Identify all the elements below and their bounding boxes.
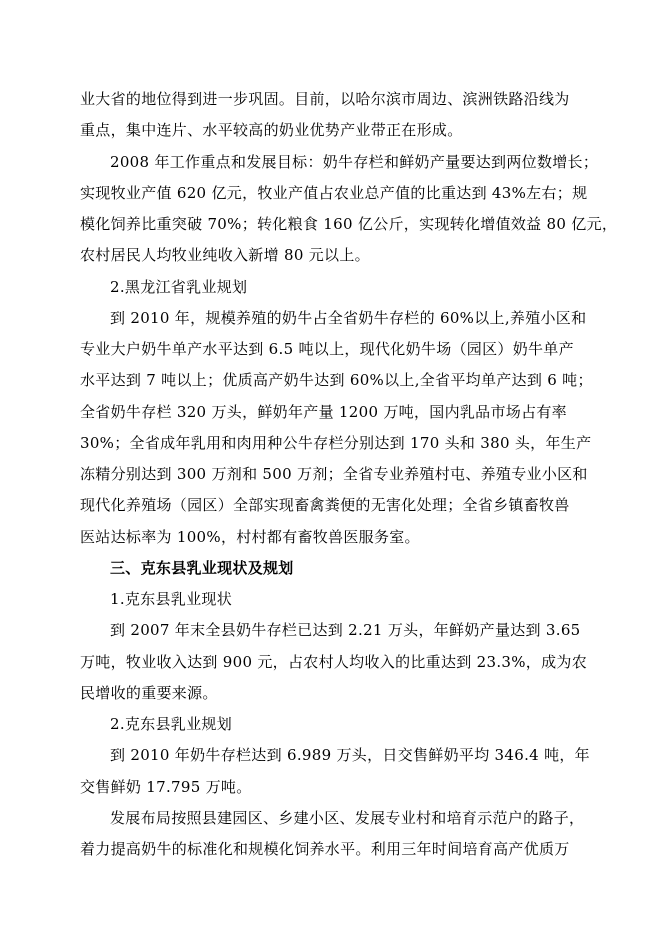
text-line: 交售鲜奶 17.795 万吨。 [80,778,252,796]
text-line: 冻精分别达到 300 万剂和 500 万剂；全省专业养殖村屯、养殖专业小区和 [80,465,588,483]
text-line: 发展布局按照县建园区、乡建小区、发展专业村和培育示范户的路子， [110,809,585,827]
text-line: 医站达标率为 100%，村村都有畜牧兽医服务室。 [80,528,420,546]
text-line: 实现牧业产值 620 亿元，牧业产值占农业总产值的比重达到 43%左右；规 [80,184,588,202]
text-line: 重点，集中连片、水平较高的奶业优势产业带正在形成。 [80,121,463,139]
text-line: 民增收的重要来源。 [80,684,218,702]
text-line: 模化饲养比重突破 70%；转化粮食 160 亿公斤，实现转化增值效益 80 亿元， [80,215,618,233]
text-line: 2008 年工作重点和发展目标：奶牛存栏和鲜奶产量要达到两位数增长； [110,153,599,171]
text-line: 现代化养殖场（园区）全部实现畜禽粪便的无害化处理；全省乡镇畜牧兽 [80,496,570,514]
text-line: 业大省的地位得到进一步巩固。目前，以哈尔滨市周边、滨洲铁路沿线为 [80,90,570,108]
text-line: 全省奶牛存栏 320 万头，鲜奶年产量 1200 万吨，国内乳品市场占有率 [80,403,567,421]
text-line: 农村居民人均牧业纯收入新增 80 元以上。 [80,246,370,264]
chapter-heading: 三、克东县乳业现状及规划 [110,559,294,577]
text-line: 到 2007 年末全县奶牛存栏已达到 2.21 万头，年鲜奶产量达到 3.65 [110,621,581,639]
text-line: 到 2010 年，规模养殖的奶牛占全省奶牛存栏的 60%以上,养殖小区和 [110,309,587,327]
text-line: 30%；全省成年乳用和肉用种公牛存栏分别达到 170 头和 380 头，年生产 [80,434,592,452]
text-line: 着力提高奶牛的标准化和规模化饲养水平。利用三年时间培育高产优质万 [80,840,570,858]
section-heading: 2.克东县乳业规划 [110,715,233,733]
section-heading: 1.克东县乳业现状 [110,590,233,608]
text-line: 专业大户奶牛单产水平达到 6.5 吨以上，现代化奶牛场（园区）奶牛单产 [80,340,574,358]
text-line: 到 2010 年奶牛存栏达到 6.989 万头，日交售鲜奶平均 346.4 吨，年 [110,746,590,764]
text-line: 水平达到 7 吨以上；优质高产奶牛达到 60%以上,全省平均单产达到 6 吨； [80,371,593,389]
section-heading: 2.黑龙江省乳业规划 [110,278,248,296]
text-line: 万吨，牧业收入达到 900 元，占农村人均收入的比重达到 23.3%，成为农 [80,653,587,671]
